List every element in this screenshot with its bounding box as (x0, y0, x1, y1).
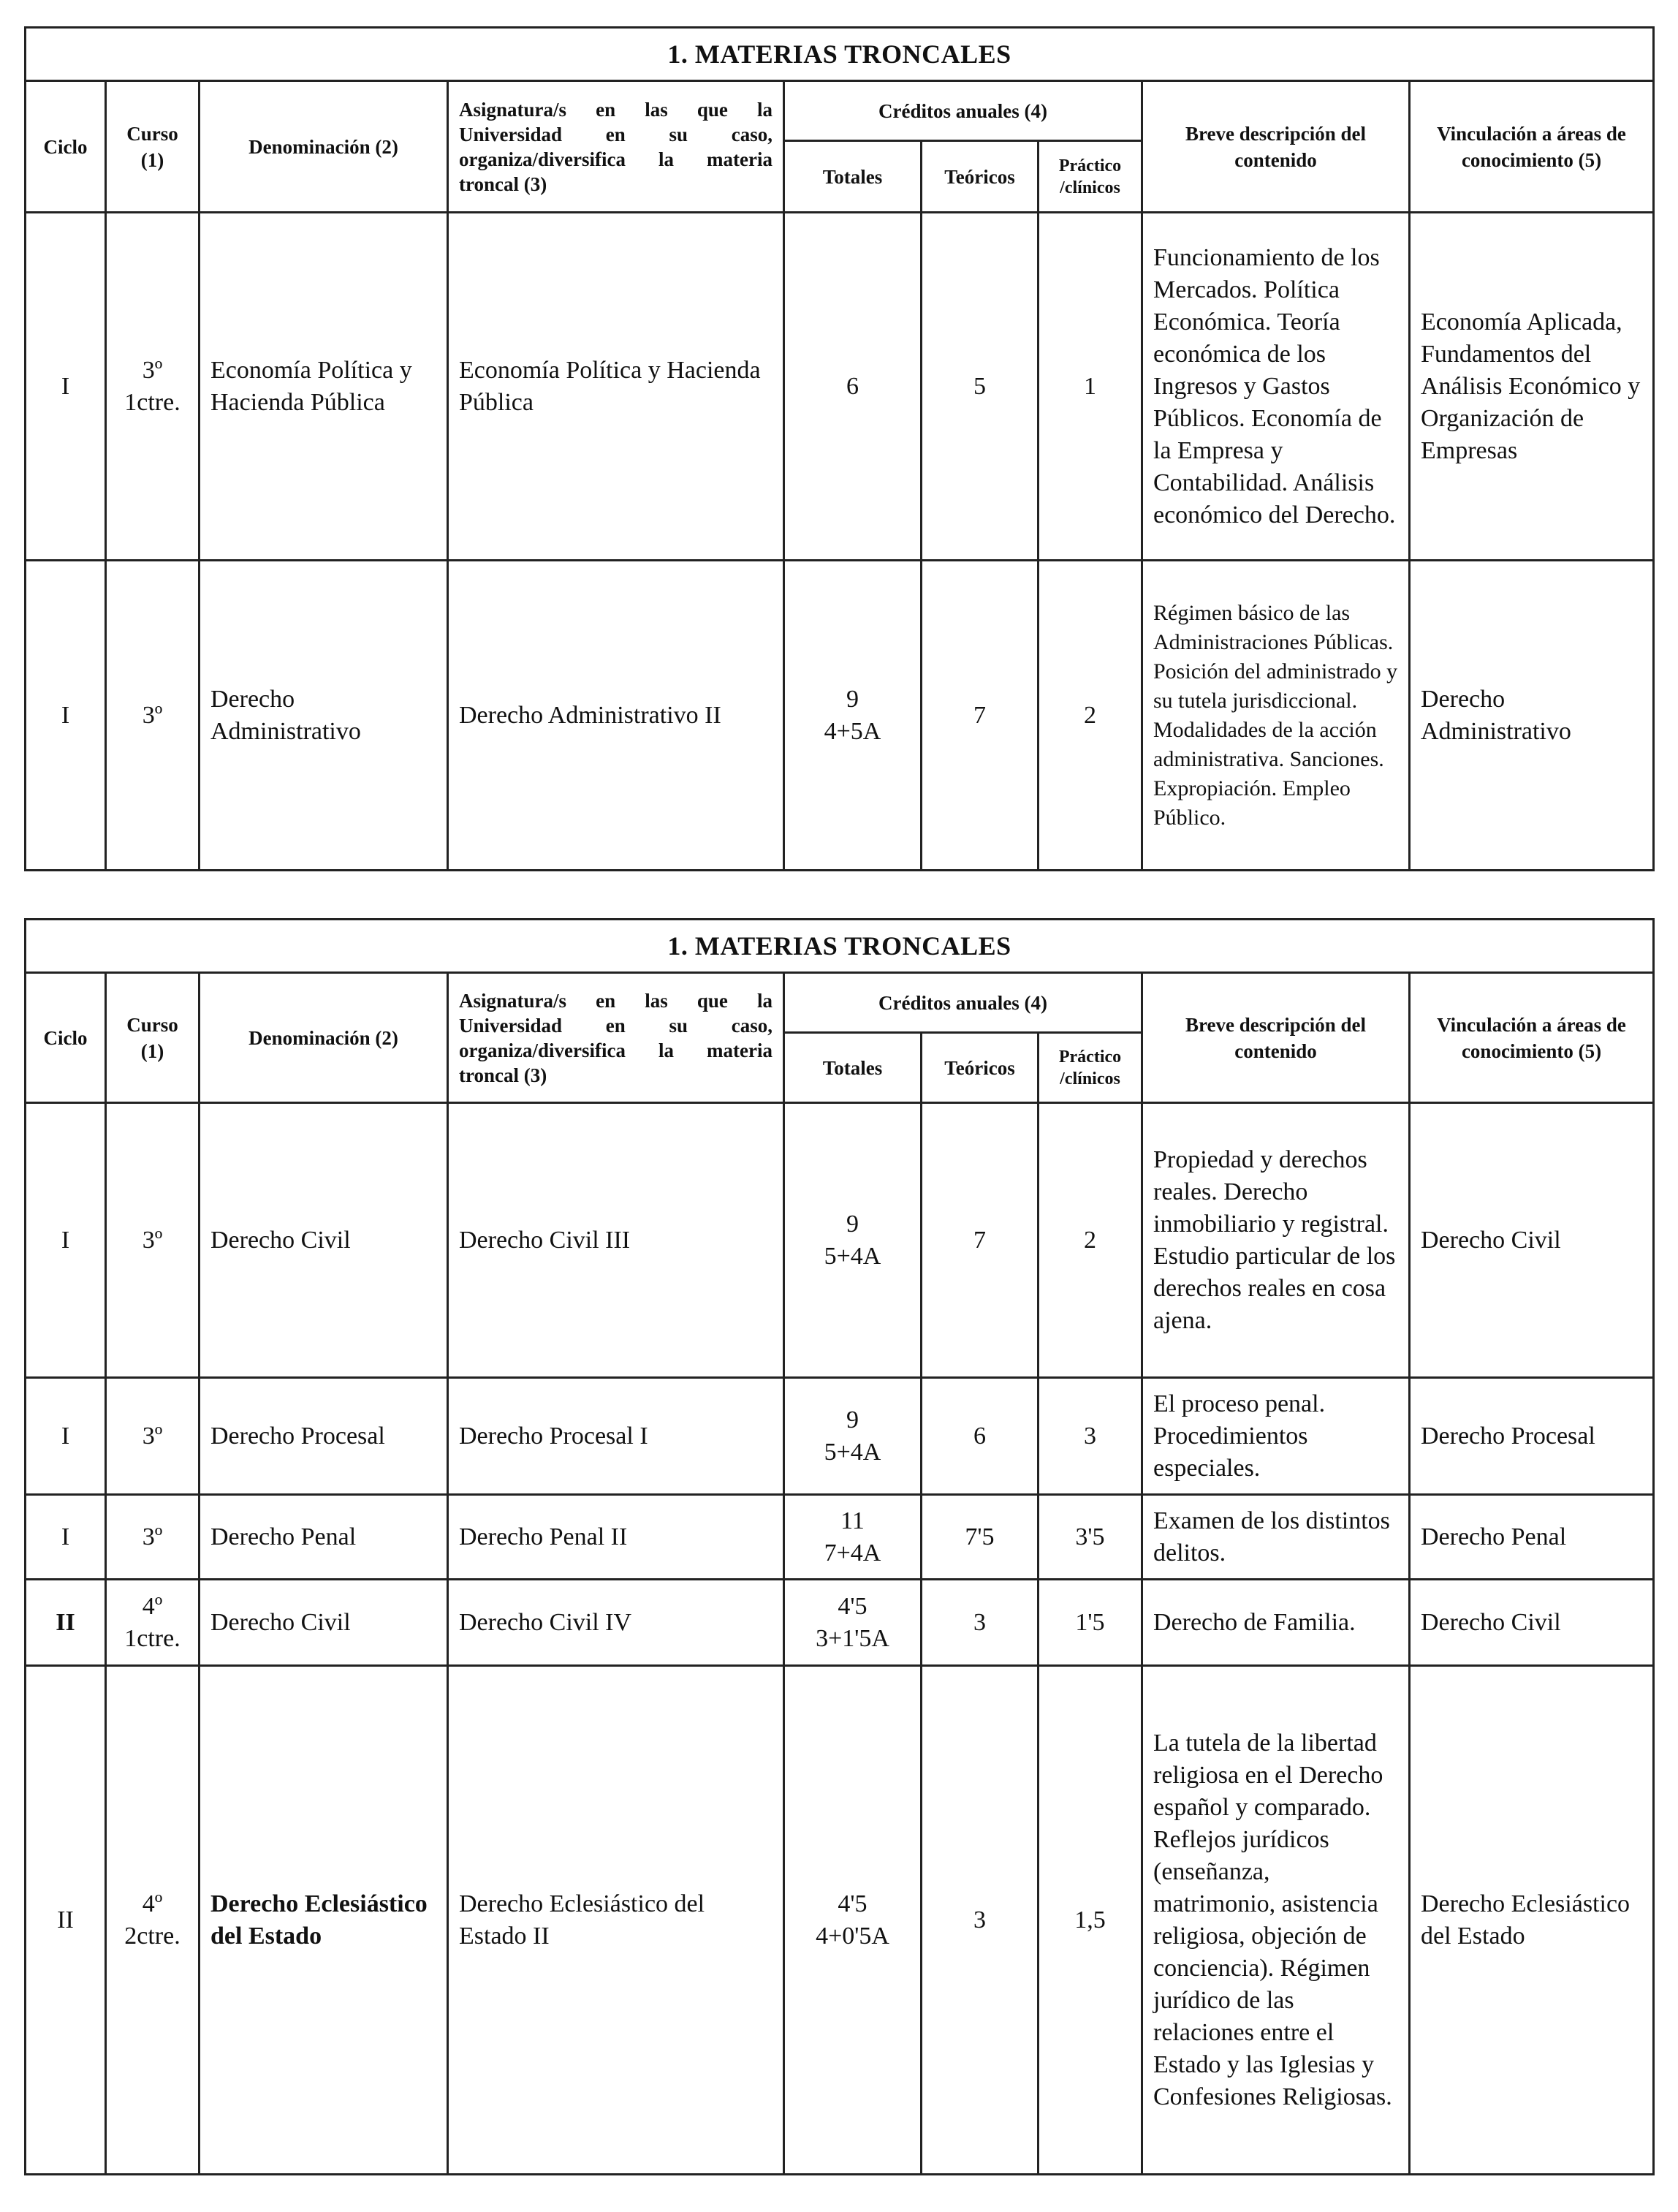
header-ciclo: Ciclo (26, 81, 106, 213)
cell-asignatura: Derecho Administrativo II (448, 561, 784, 871)
cell-curso: 3º (106, 1103, 200, 1378)
cell-descripcion: Examen de los distintos delitos. (1142, 1495, 1410, 1580)
cell-curso: 4º 2ctre. (106, 1666, 200, 2175)
cell-totales: 6 (784, 213, 922, 561)
header-curso: Curso (1) (106, 973, 200, 1103)
cell-totales (784, 1495, 922, 1580)
cell-totales (784, 561, 922, 871)
materias-troncales-table-1 (24, 26, 1655, 871)
header-creditos-anuales: Créditos anuales (4) (784, 973, 1142, 1033)
cell-descripcion: El proceso penal. Procedimientos especiales. (1142, 1378, 1410, 1495)
cell-teoricos: 5 (922, 213, 1039, 561)
header-teoricos: Teóricos (922, 141, 1039, 213)
cell-practico: 3'5 (1039, 1495, 1142, 1580)
totales-breakdown: 4+5A (824, 717, 881, 745)
cell-teoricos: 7'5 (922, 1495, 1039, 1580)
cell-asignatura: Derecho Eclesiástico del Estado II (448, 1666, 784, 2175)
cell-practico: 3 (1039, 1378, 1142, 1495)
cell-practico: 2 (1039, 561, 1142, 871)
header-curso: Curso (1) (106, 81, 200, 213)
header-ciclo: Ciclo (26, 973, 106, 1103)
header-teoricos: Teóricos (922, 1033, 1039, 1103)
table-title: 1. MATERIAS TRONCALES (26, 920, 1654, 973)
table-row (26, 1666, 1654, 2175)
header-vinculacion: Vinculación a áreas de conocimiento (5) (1410, 973, 1654, 1103)
cell-denominacion: Derecho Eclesiástico del Estado (200, 1666, 448, 2175)
cell-teoricos: 3 (922, 1666, 1039, 2175)
cell-descripcion: Derecho de Familia. (1142, 1580, 1410, 1666)
header-denominacion: Denominación (2) (200, 81, 448, 213)
cell-curso: 4º 1ctre. (106, 1580, 200, 1666)
header-denominacion: Denominación (2) (200, 973, 448, 1103)
cell-teoricos: 7 (922, 561, 1039, 871)
cell-ciclo: II (26, 1580, 106, 1666)
cell-teoricos: 3 (922, 1580, 1039, 1666)
totales-value: 4'5 (838, 1592, 868, 1620)
cell-asignatura: Derecho Penal II (448, 1495, 784, 1580)
header-creditos-anuales: Créditos anuales (4) (784, 81, 1142, 141)
cell-curso: 3º 1ctre. (106, 213, 200, 561)
cell-practico: 1,5 (1039, 1666, 1142, 2175)
cell-descripcion: Funcionamiento de los Mercados. Política Económica. Teoría económica de los Ingresos y Gastos Públicos. Economía de la Empresa y Contabilidad. Análisis económico del Derecho. (1142, 213, 1410, 561)
cell-vinculacion: Derecho Eclesiástico del Estado (1410, 1666, 1654, 2175)
cell-descripcion: Régimen básico de las Administraciones Públicas. Posición del administrado y su tutela jurisdiccional. Modalidades de la acción administrativa. Sanciones. Expropiación. Empleo Público. (1142, 561, 1410, 871)
cell-ciclo: I (26, 213, 106, 561)
cell-curso: 3º (106, 1378, 200, 1495)
header-totales: Totales (784, 141, 922, 213)
table-row (26, 213, 1654, 561)
table-row (26, 1495, 1654, 1580)
cell-asignatura: Economía Política y Hacienda Pública (448, 213, 784, 561)
cell-practico: 1'5 (1039, 1580, 1142, 1666)
totales-value: 9 (846, 1406, 859, 1433)
cell-vinculacion: Derecho Penal (1410, 1495, 1654, 1580)
cell-ciclo: I (26, 1378, 106, 1495)
cell-teoricos: 7 (922, 1103, 1039, 1378)
totales-breakdown: 4+0'5A (816, 1922, 889, 1950)
header-practico: Práctico /clínicos (1039, 141, 1142, 213)
header-descripcion: Breve descripción del contenido (1142, 973, 1410, 1103)
cell-denominacion: Derecho Civil (200, 1580, 448, 1666)
table-row (26, 1378, 1654, 1495)
cell-totales (784, 1666, 922, 2175)
table-title: 1. MATERIAS TRONCALES (26, 28, 1654, 81)
cell-ciclo: II (26, 1666, 106, 2175)
cell-ciclo: I (26, 561, 106, 871)
cell-asignatura: Derecho Civil IV (448, 1580, 784, 1666)
cell-asignatura: Derecho Civil III (448, 1103, 784, 1378)
cell-vinculacion: Derecho Administrativo (1410, 561, 1654, 871)
table-row (26, 1580, 1654, 1666)
cell-vinculacion: Derecho Procesal (1410, 1378, 1654, 1495)
header-descripcion: Breve descripción del contenido (1142, 81, 1410, 213)
cell-denominacion: Economía Política y Hacienda Pública (200, 213, 448, 561)
totales-breakdown: 5+4A (824, 1242, 881, 1270)
table-row (26, 561, 1654, 871)
header-asignatura: Asignatura/s en las que la Universidad en su caso, organiza/diversifica la materia troncal (3) (448, 973, 784, 1103)
cell-ciclo: I (26, 1495, 106, 1580)
totales-breakdown: 7+4A (824, 1539, 881, 1567)
cell-teoricos: 6 (922, 1378, 1039, 1495)
totales-value: 9 (846, 1210, 859, 1238)
cell-vinculacion: Derecho Civil (1410, 1580, 1654, 1666)
cell-denominacion: Derecho Penal (200, 1495, 448, 1580)
cell-denominacion: Derecho Administrativo (200, 561, 448, 871)
header-totales: Totales (784, 1033, 922, 1103)
cell-totales (784, 1103, 922, 1378)
cell-totales (784, 1580, 922, 1666)
cell-curso: 3º (106, 561, 200, 871)
cell-descripcion: La tutela de la libertad religiosa en el Derecho español y comparado. Reflejos jurídicos (enseñanza, matrimonio, asistencia religiosa, objeción de conciencia). Régimen jurídico de las relaciones entre el Estado y las Iglesias y Confesiones Religiosas. (1142, 1666, 1410, 2175)
cell-denominacion: Derecho Procesal (200, 1378, 448, 1495)
cell-practico: 1 (1039, 213, 1142, 561)
totales-breakdown: 3+1'5A (816, 1624, 889, 1652)
cell-denominacion: Derecho Civil (200, 1103, 448, 1378)
cell-vinculacion: Derecho Civil (1410, 1103, 1654, 1378)
header-practico: Práctico /clínicos (1039, 1033, 1142, 1103)
cell-descripcion: Propiedad y derechos reales. Derecho inmobiliario y registral. Estudio particular de los derechos reales en cosa ajena. (1142, 1103, 1410, 1378)
totales-value: 11 (840, 1507, 865, 1534)
header-vinculacion: Vinculación a áreas de conocimiento (5) (1410, 81, 1654, 213)
totales-value: 9 (846, 685, 859, 713)
header-asignatura: Asignatura/s en las que la Universidad en su caso, organiza/diversifica la materia troncal (3) (448, 81, 784, 213)
materias-troncales-table-2 (24, 918, 1655, 2175)
totales-breakdown: 5+4A (824, 1438, 881, 1466)
cell-asignatura: Derecho Procesal I (448, 1378, 784, 1495)
cell-vinculacion: Economía Aplicada, Fundamentos del Análisis Económico y Organización de Empresas (1410, 213, 1654, 561)
cell-ciclo: I (26, 1103, 106, 1378)
cell-totales (784, 1378, 922, 1495)
totales-value: 4'5 (838, 1890, 868, 1917)
cell-practico: 2 (1039, 1103, 1142, 1378)
table-row (26, 1103, 1654, 1378)
cell-curso: 3º (106, 1495, 200, 1580)
